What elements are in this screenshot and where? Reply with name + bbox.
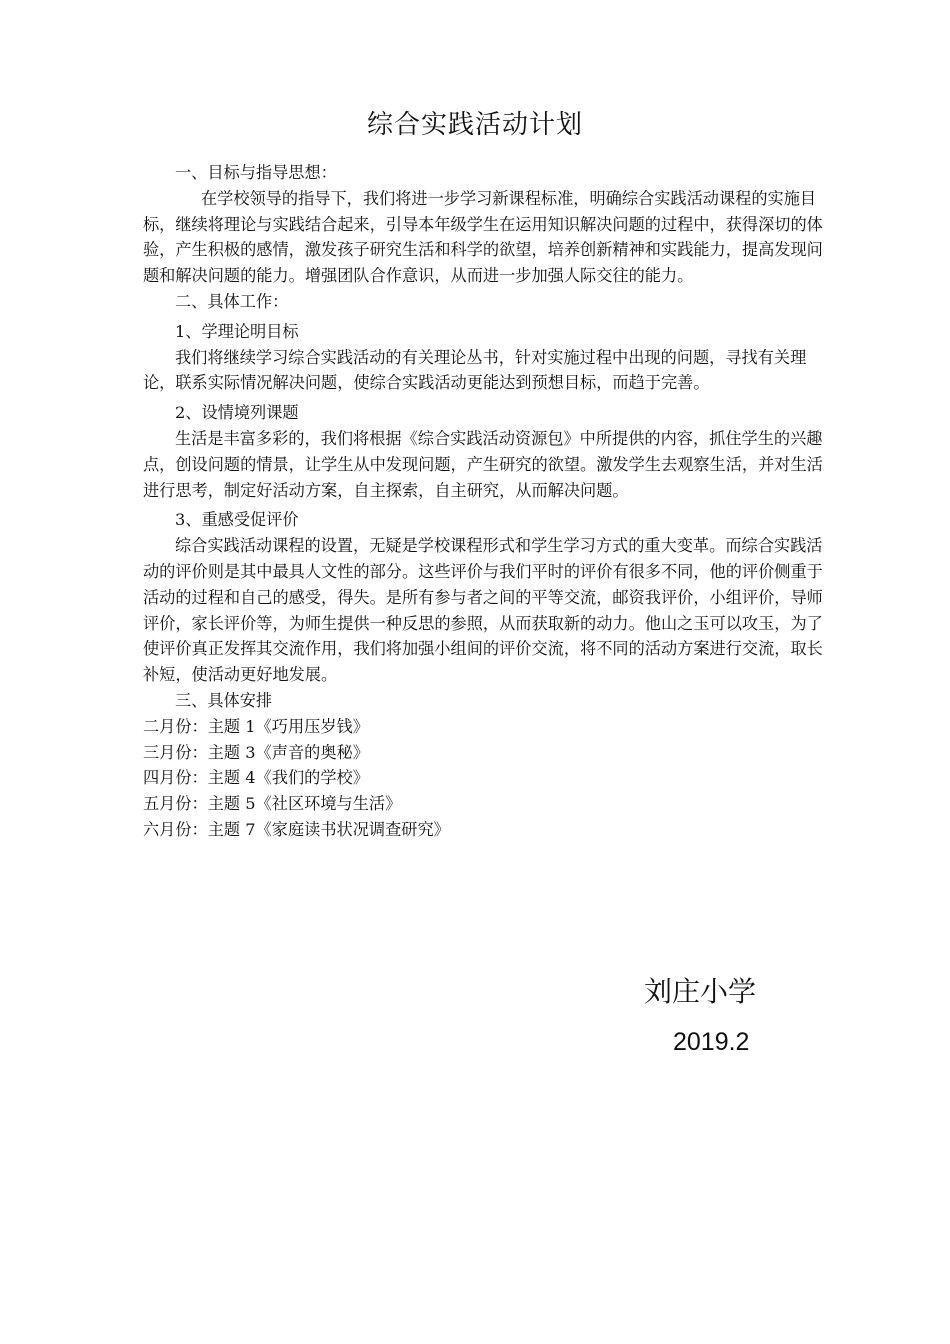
signature-school: 刘庄小学: [644, 975, 757, 1008]
section1-heading: 一、目标与指导思想：: [175, 163, 337, 182]
item1-heading: 1、学理论明目标: [175, 321, 299, 341]
schedule-item: 六月份：主题 7《家庭读书状况调查研究》: [143, 819, 450, 839]
schedule-item: 二月份：主题 1《巧用压岁钱》: [143, 716, 369, 736]
document-title: 综合实践活动计划: [366, 110, 583, 140]
item2-text: 生活是丰富多彩的，我们将根据《综合实践活动资源包》中所提供的内容，抓住学生的兴趣点，创设问题的情景，让学生从中发现问题，产生研究的欲望。激发学生去观察生活，并对生活进行思考，制定好活动方案，自主探索，自主研究，从而解决问题。: [143, 428, 823, 500]
schedule-item: 三月份：主题 3《声音的奥秘》: [143, 742, 369, 762]
item3-text: 综合实践活动课程的设置，无疑是学校课程形式和学生学习方式的重大变革。而综合实践活动的评价则是其中最具人文性的部分。这些评价与我们平时的评价有很多不同，他的评价侧重于活动的过程和自己的感受，得失。是所有参与者之间的平等交流，邮资我评价，小组评价，导师评价，家长评价等，为师生提供一种反思的参照，从而获取新的动力。他山之玉可以攻玉，为了使评价真正发挥其交流作用，我们将加强小组间的评价交流，将不同的活动方案进行交流，取长补短，使活动更好地发展。: [143, 536, 823, 685]
section1-paragraph: 在学校领导的指导下，我们将进一步学习新课程标准，明确综合实践活动课程的实施目标，继续将理论与实践结合起来，引导本年级学生在运用知识解决问题的过程中，获得深切的体验，产生积极的感情，激发孩子研究生活和科学的欲望，培养创新精神和实践能力，提高发现问题和解决问题的能力。增强团队合作意识，从而进一步加强人际交往的能力。: [143, 188, 823, 286]
signature-date: 2019.2: [673, 1028, 750, 1056]
item3-heading: 3、重感受促评价: [175, 510, 299, 530]
item1-text: 我们将继续学习综合实践活动的有关理论丛书，针对实施过程中出现的问题，寻找有关理论，联系实际情况解决问题，使综合实践活动更能达到预想目标，而趋于完善。: [143, 347, 807, 393]
schedule-list: [143, 714, 823, 843]
item2-heading: 2、设情境列课题: [175, 403, 299, 423]
schedule-item: 四月份：主题 4《我们的学校》: [143, 768, 369, 788]
document-body: [143, 160, 823, 843]
schedule-item: 五月份：主题 5《社区环境与生活》: [143, 794, 402, 814]
section2-heading: 二、具体工作：: [175, 291, 289, 311]
section3-heading: 三、具体安排: [175, 690, 273, 710]
